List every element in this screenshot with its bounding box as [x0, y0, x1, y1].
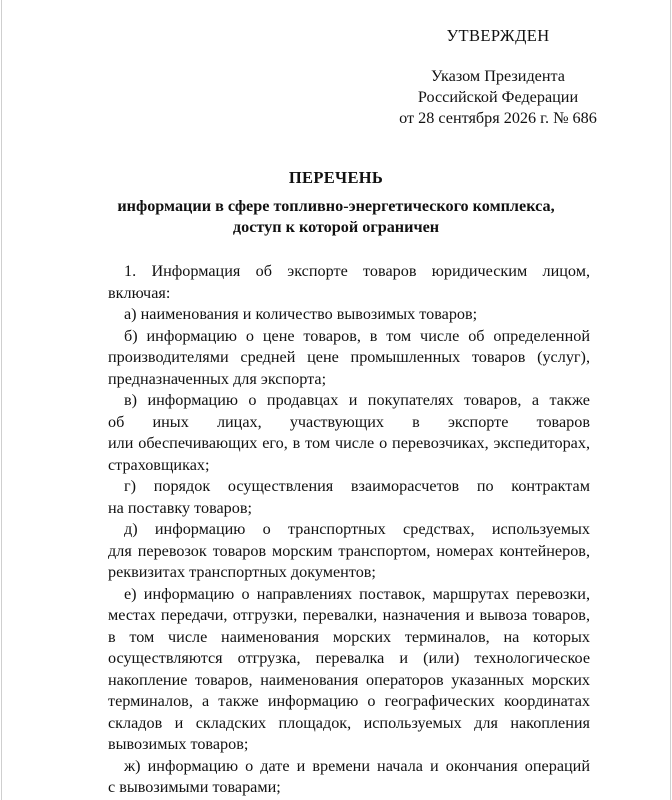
list-item	[108, 390, 590, 476]
list-item-line: об иных лицах, участвующих в экспорте товаров	[108, 412, 590, 431]
list-item-line: д) информацию о транспортных средствах, используемых	[124, 520, 590, 538]
list-item	[108, 304, 590, 326]
list-item	[108, 519, 590, 584]
subtitle-line-2: доступ к которой ограничен	[232, 218, 440, 236]
document-body	[108, 261, 590, 799]
list-item-line: 1. Информация об экспорте товаров юридическим лицом,	[124, 262, 590, 280]
list-item-line: на поставку товаров;	[108, 498, 253, 517]
list-item-line: предназначенных для экспорта;	[108, 369, 327, 388]
list-item-line: накопление товаров, наименования операторов указанных морских	[108, 670, 590, 689]
list-item-line: ж) информацию о дате и времени начала и окончания операций	[124, 756, 590, 775]
list-item	[108, 476, 590, 519]
page-left-edge	[1, 0, 2, 800]
list-item-line: вывозимых товаров;	[108, 735, 249, 753]
approval-line-authority: Указом Президента	[431, 66, 565, 85]
approval-block	[370, 26, 626, 129]
list-item-line: е) информацию о направлениях поставок, маршрутах перевозки,	[124, 584, 590, 603]
list-item-line: терминалов, а также информацию о географических координатах	[108, 692, 590, 710]
list-item-line: г) порядок осуществления взаиморасчетов по контрактам	[124, 477, 590, 495]
document-subtitle	[70, 196, 602, 238]
list-item-line: страховщиках;	[108, 455, 210, 474]
approval-stamp: УТВЕРЖДЕН	[446, 26, 550, 45]
list-item-line: с вывозимыми товарами;	[108, 778, 281, 796]
list-item-line: реквизитах транспортных документов;	[108, 563, 376, 581]
approval-line-country: Российской Федерации	[417, 87, 579, 106]
list-item-line: в том числе наименования морских терминалов, на которых	[108, 627, 590, 646]
subtitle-line-1: информации в сфере топливно-энергетического комплекса,	[117, 197, 555, 215]
list-item-line: в) информацию о продавцах и покупателях товаров, а также	[124, 391, 590, 409]
list-item-line: или обеспечивающих его, в том числе о перевозчиках, экспедиторах,	[108, 434, 590, 452]
list-item-line: осуществляются отгрузка, перевалка и (или) технологическое	[108, 649, 590, 667]
list-item-line: включая:	[108, 283, 171, 302]
list-item-line: для перевозок товаров морским транспортом, номерах контейнеров,	[108, 541, 590, 560]
document-title: ПЕРЕЧЕНЬ	[288, 168, 384, 187]
list-item	[108, 261, 590, 304]
list-item-line: складов и складских площадок, используемых для накопления	[108, 713, 590, 732]
list-item-line: б) информацию о цене товаров, в том числе об определенной	[124, 326, 590, 345]
list-item-line: производителями средней цене промышленных товаров (услуг),	[108, 348, 590, 366]
approval-line-date: от 28 сентября 2026 г. № 686	[399, 108, 597, 127]
list-item	[108, 584, 590, 756]
list-item	[108, 756, 590, 799]
list-item	[108, 326, 590, 391]
list-item-line: а) наименования и количество вывозимых товаров;	[124, 305, 478, 323]
page-right-edge	[670, 0, 671, 800]
list-item-line: местах передачи, отгрузки, перевалки, назначения и вывоза товаров,	[108, 606, 590, 624]
